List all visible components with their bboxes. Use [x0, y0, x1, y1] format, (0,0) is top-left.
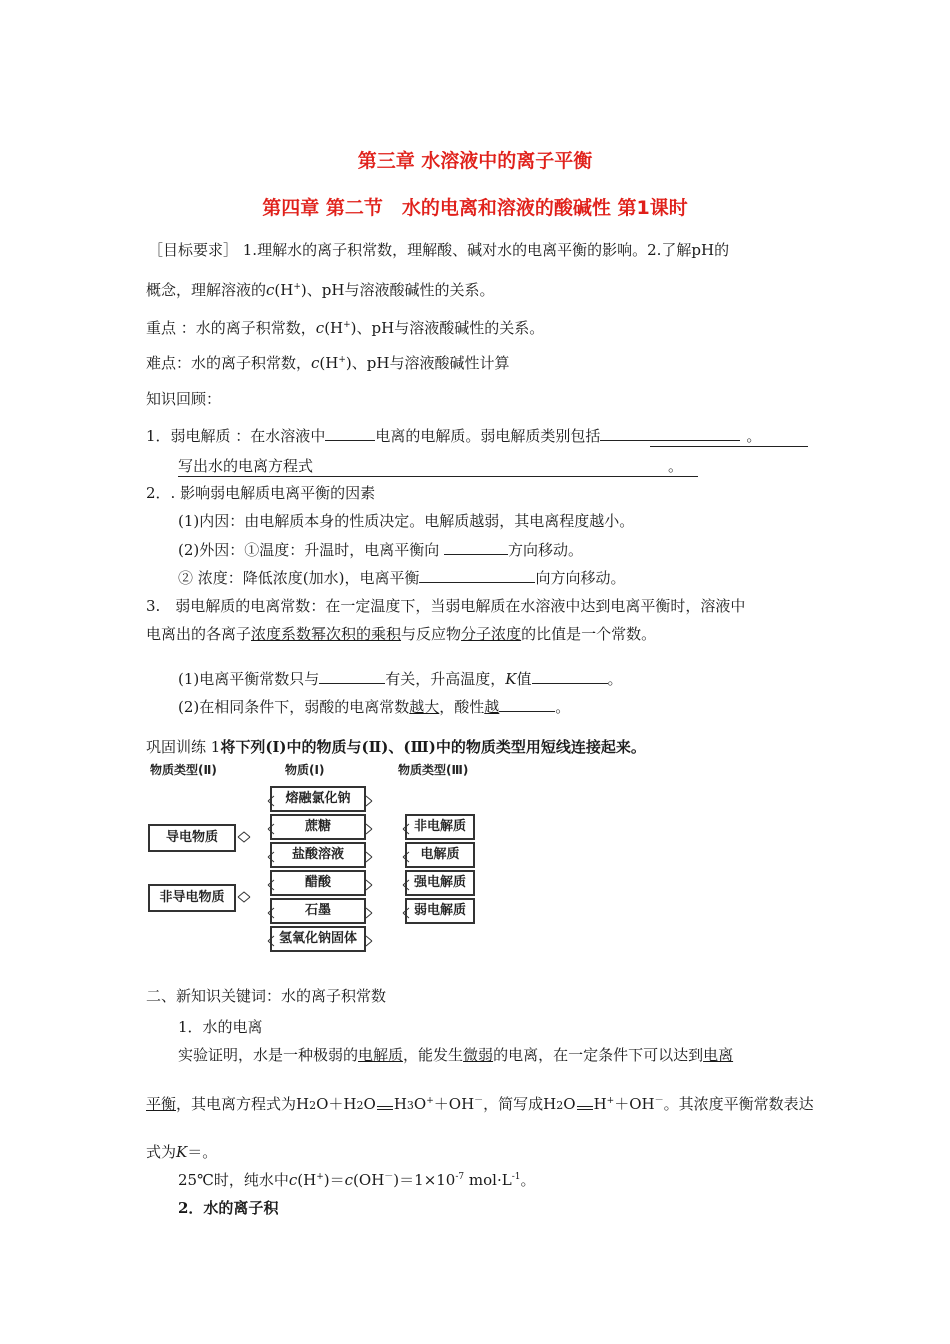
section-title: 第四章 第二节 水的电离和溶液的酸碱性 第1课时: [262, 197, 688, 219]
difficulty-points: 难点：水的离子积常数，c(H+)、pH与溶液酸碱性计算: [146, 354, 510, 372]
water-ionization-para-line-1: 实验证明，水是一种极弱的电解质，能发生微弱的电离，在一定条件下可以达到电离: [178, 1046, 734, 1064]
external-factor-concentration: ② 浓度：降低浓度(加水)，电离平衡 向方向移动。: [178, 569, 626, 587]
mid-box-molten-nacl: 熔融氯化钠: [270, 786, 366, 812]
equilibrium-arrow: [376, 1097, 394, 1111]
ionization-constant-note-1: (1)电离平衡常数只与 有关，升高温度，K值 。: [178, 670, 623, 688]
review-item-3-line-1: 3. 弱电解质的电离常数：在一定温度下，当弱电解质在水溶液中达到电离平衡时，溶液中: [146, 597, 746, 615]
equilibrium-constant-expression: 式为K＝。: [146, 1143, 218, 1161]
water-ionization-subheading: 1．水的电离: [178, 1018, 263, 1036]
right-box-nonelectrolyte: 非电解质: [405, 814, 475, 840]
header-substance-i: 物质(Ⅰ): [285, 763, 325, 777]
mid-box-graphite: 石墨: [270, 898, 366, 924]
header-type-iii: 物质类型(Ⅲ): [398, 763, 469, 777]
header-type-ii: 物质类型(Ⅱ): [150, 763, 217, 777]
review-heading: 知识回顾：: [146, 390, 222, 408]
equilibrium-arrow-simple: [576, 1097, 594, 1111]
review-item-2: 2．. 影响弱电解质电离平衡的因素: [146, 484, 376, 502]
right-box-electrolyte: 电解质: [405, 842, 475, 868]
mid-box-sucrose: 蔗糖: [270, 814, 366, 840]
review-item-1-underline: [650, 446, 808, 447]
right-box-strong-electrolyte: 强电解质: [405, 870, 475, 896]
water-ionization-underline: [178, 476, 698, 477]
mid-box-hcl-solution: 盐酸溶液: [270, 842, 366, 868]
goal-line-1: ［目标要求］ 1.理解水的离子积常数，理解酸、碱对水的电离平衡的影响。2.了解pH的: [148, 241, 730, 259]
ion-product-subheading: 2．水的离子积: [178, 1199, 279, 1217]
right-box-weak-electrolyte: 弱电解质: [405, 898, 475, 924]
left-box-nonconductive: 非导电物质: [148, 884, 236, 912]
mid-box-naoh-solid: 氢氧化钠固体: [270, 926, 366, 952]
new-knowledge-heading: 二、新知识关键词：水的离子积常数: [146, 987, 387, 1005]
practice-heading: 巩固训练 1将下列(Ⅰ)中的物质与(Ⅱ)、(Ⅲ)中的物质类型用短线连接起来。: [146, 738, 646, 756]
ionization-constant-note-2: (2)在相同条件下，弱酸的电离常数越大，酸性越 。: [178, 698, 571, 716]
connector-ticks: [140, 780, 500, 960]
internal-factor: (1)内因：由电解质本身的性质决定。电解质越弱，其电离程度越小。: [178, 512, 635, 530]
pure-water-concentration: 25℃时，纯水中$c(H^+)=c(OH^-)=1\times 10^{-7}$ $mol\cdot L^{-1}$。: [178, 1171, 536, 1189]
external-factor-temperature: (2)外因：①温度：升温时，电离平衡向 方向移动。: [178, 541, 584, 559]
key-points: 重点 ：水的离子积常数，c(H+)、pH与溶液酸碱性的关系。: [146, 319, 545, 337]
mid-box-acetic-acid: 醋酸: [270, 870, 366, 896]
left-box-conductive: 导电物质: [148, 824, 236, 852]
review-item-3-line-2: 电离出的各离子浓度系数幂次积的乘积与反应物分子浓度的比值是一个常数。: [146, 625, 657, 643]
chapter-title: 第三章 水溶液中的离子平衡: [357, 150, 593, 172]
water-ionization-equation-line: 平衡，其电离方程式为H2O＋H2O H3O+＋OH－，简写成H2O H+＋OH－。其浓度平衡常数表达: [146, 1095, 814, 1113]
goal-line-2: 概念，理解溶液的c(H+)、pH与溶液酸碱性的关系。: [146, 281, 495, 299]
review-item-1: 1．弱电解质 ：在水溶液中 电离的电解质。弱电解质类别包括 。: [146, 427, 762, 445]
water-ionization-prompt: 写出水的电离方程式 。: [178, 457, 684, 475]
